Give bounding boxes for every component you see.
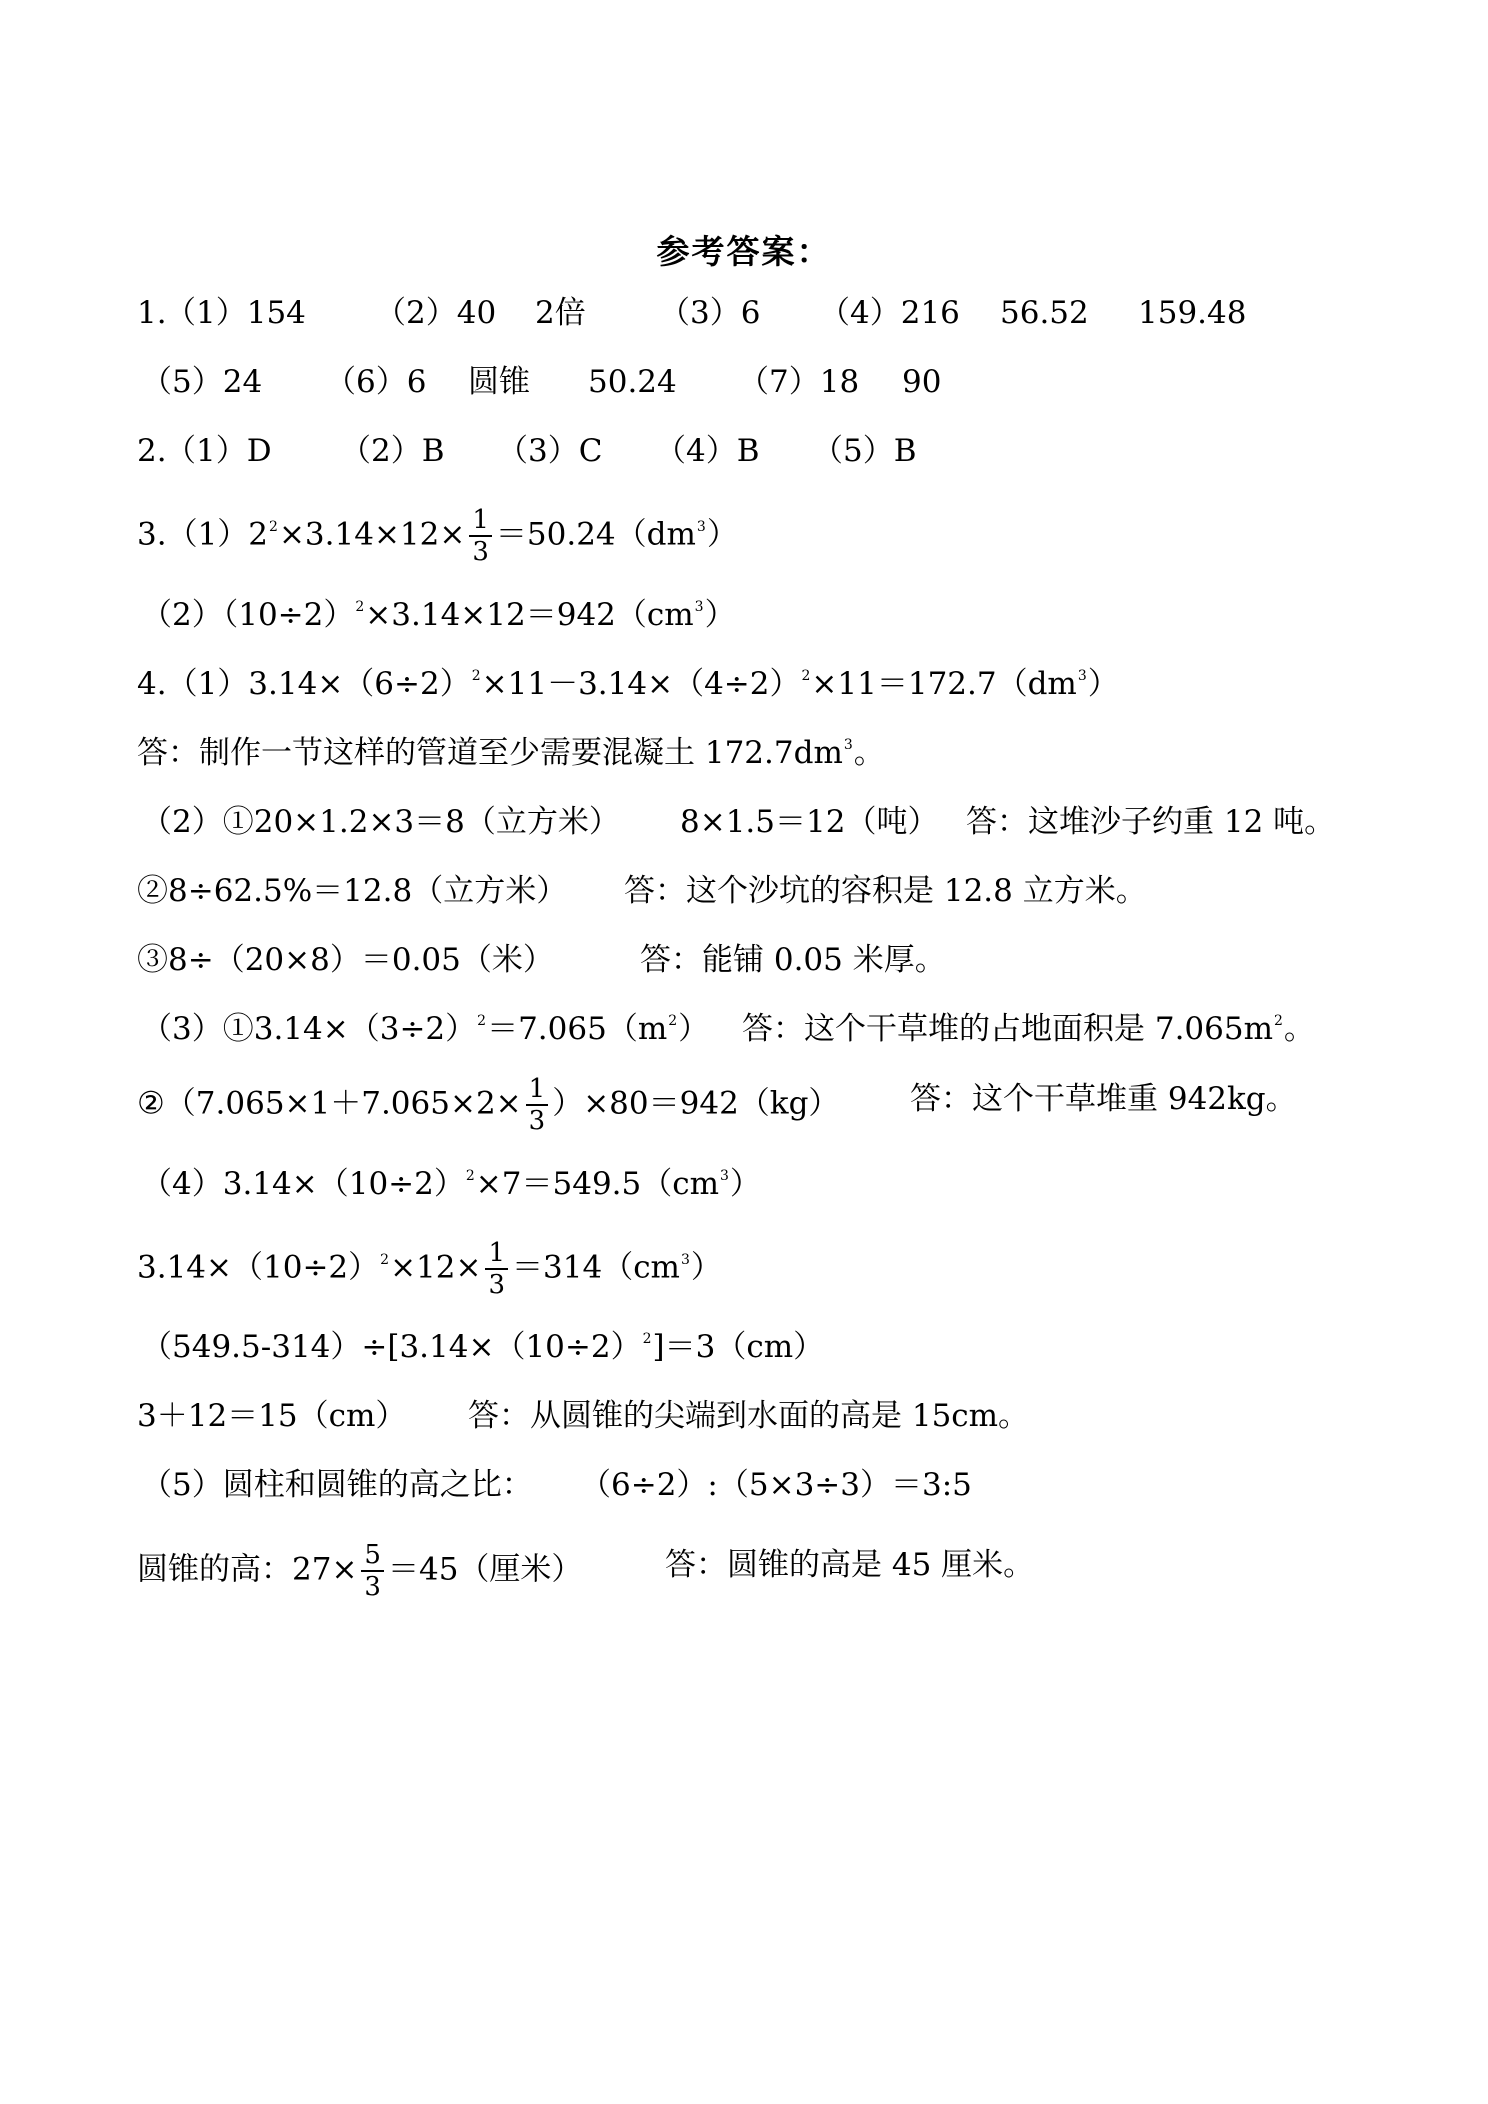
exponent: 2 xyxy=(465,1168,475,1184)
calc xyxy=(137,1074,839,1136)
text: （549.5-314）÷[3.14×（10÷2） xyxy=(141,1329,642,1365)
q1-item: 56.52 xyxy=(1000,295,1089,331)
fraction xyxy=(361,1540,384,1602)
text: 。 xyxy=(853,735,885,771)
q1-item: （5）24 xyxy=(141,364,263,400)
answer: 答：圆锥的高是 45 厘米。 xyxy=(665,1547,1035,1583)
calc xyxy=(141,1004,709,1054)
calc: ②8÷62.5%＝12.8（立方米） xyxy=(137,873,568,909)
text: ×12× xyxy=(390,1249,482,1286)
text: ×11－3.14×（4÷2） xyxy=(481,666,801,702)
text: ×3.14×12＝942（cm xyxy=(365,597,694,633)
denominator: 3 xyxy=(528,1106,546,1136)
q1-item: （6）6 xyxy=(325,364,427,400)
q3-line-2 xyxy=(141,590,736,640)
denominator: 3 xyxy=(364,1572,381,1602)
denominator: 3 xyxy=(488,1270,506,1300)
numerator: 5 xyxy=(361,1540,384,1572)
text: ＝45（厘米） xyxy=(387,1551,583,1588)
text: 3.（1）2 xyxy=(137,516,269,553)
exponent: 2 xyxy=(355,599,365,615)
exponent: 2 xyxy=(269,518,278,535)
answer: 答：能铺 0.05 米厚。 xyxy=(640,942,946,978)
q1-item: 圆锥 xyxy=(468,364,530,400)
unit-exponent: 3 xyxy=(680,1251,690,1268)
exponent: 2 xyxy=(471,668,481,684)
q2-item: （5）B xyxy=(812,433,917,469)
q1-item: （4）216 xyxy=(819,295,960,331)
q1-item: （7）18 xyxy=(738,364,860,400)
q1-item: （2）40 xyxy=(375,295,497,331)
text: 4.（1）3.14×（6÷2） xyxy=(137,666,471,702)
text: ） xyxy=(690,1249,722,1286)
text: （4）3.14×（10÷2） xyxy=(141,1166,465,1202)
unit-exponent: 3 xyxy=(1077,668,1087,684)
answer xyxy=(742,1004,1315,1054)
unit-exponent: 3 xyxy=(696,518,706,535)
q1-item: 2倍 xyxy=(535,295,586,331)
calc xyxy=(137,1540,582,1602)
exponent: 2 xyxy=(380,1251,390,1268)
q1-item: 50.24 xyxy=(588,364,677,400)
q2-item: （3）C xyxy=(497,433,603,469)
calc: ③8÷（20×8）＝0.05（米） xyxy=(137,942,554,978)
q3-line-1 xyxy=(137,505,738,567)
text: 答：这个干草堆的占地面积是 7.065m xyxy=(742,1011,1273,1047)
fraction xyxy=(526,1074,549,1136)
text: ） xyxy=(678,1011,710,1047)
q2-item: （4）B xyxy=(655,433,760,469)
text: （2）（10÷2） xyxy=(141,597,355,633)
unit-exponent: 3 xyxy=(843,737,853,753)
unit-exponent: 2 xyxy=(668,1013,678,1029)
text: 3.14×（10÷2） xyxy=(137,1249,380,1286)
text: ]＝3（cm） xyxy=(652,1329,825,1365)
text: 答：制作一节这样的管道至少需要混凝土 172.7dm xyxy=(137,735,843,771)
q1-item: （3）6 xyxy=(659,295,761,331)
page-title: 参考答案： xyxy=(656,232,832,271)
q1-item: （1）154 xyxy=(165,295,306,331)
q4-answer-1 xyxy=(137,728,885,778)
calc: 3＋12＝15（cm） xyxy=(137,1398,407,1434)
q1-item: 159.48 xyxy=(1138,295,1247,331)
text: ） xyxy=(706,516,738,553)
numerator: 1 xyxy=(485,1238,508,1270)
q4-line-1 xyxy=(137,659,1119,709)
text: ×11＝172.7（dm xyxy=(811,666,1077,702)
q4-line-4-2 xyxy=(137,1238,722,1300)
exponent: 2 xyxy=(642,1331,652,1347)
answer: 答：这个干草堆重 942kg。 xyxy=(910,1081,1297,1117)
fraction xyxy=(469,505,492,567)
q1-item: 90 xyxy=(902,364,942,400)
text: 。 xyxy=(1283,1011,1315,1047)
exponent: 2 xyxy=(801,668,811,684)
text: （5）圆柱和圆锥的高之比： xyxy=(141,1467,533,1503)
text: （3）①3.14×（3÷2） xyxy=(141,1011,477,1047)
numerator: 1 xyxy=(469,505,492,537)
text: ＝7.065（m xyxy=(487,1011,668,1047)
text: ×3.14×12× xyxy=(278,516,466,553)
fraction xyxy=(485,1238,508,1300)
unit-exponent: 2 xyxy=(1274,1013,1283,1029)
text: ×7＝549.5（cm xyxy=(475,1166,719,1202)
calc: 8×1.5＝12（吨） xyxy=(680,804,939,840)
text: 圆锥的高：27× xyxy=(137,1551,358,1588)
answer: 答：从圆锥的尖端到水面的高是 15cm。 xyxy=(468,1398,1030,1434)
text: ＝314（cm xyxy=(512,1249,680,1286)
q4-line-4-1 xyxy=(141,1159,761,1209)
text: ）×80＝942（kg） xyxy=(552,1085,840,1122)
q1-prefix: 1. xyxy=(137,295,167,331)
q4-line-4-3 xyxy=(141,1322,824,1372)
unit-exponent: 3 xyxy=(694,599,704,615)
q2-item: （1）D xyxy=(165,433,272,469)
text: ） xyxy=(704,597,736,633)
numerator: 1 xyxy=(526,1074,549,1106)
denominator: 3 xyxy=(472,537,489,567)
text: ＝50.24（dm xyxy=(495,516,696,553)
calc: （6÷2）:（5×3÷3）＝3:5 xyxy=(580,1467,972,1503)
answer: 答：这个沙坑的容积是 12.8 立方米。 xyxy=(624,873,1147,909)
exponent: 2 xyxy=(477,1013,487,1029)
text: ②（7.065×1＋7.065×2× xyxy=(137,1085,522,1122)
answer: 答：这堆沙子约重 12 吨。 xyxy=(966,804,1336,840)
q2-prefix: 2. xyxy=(137,433,167,469)
text: ） xyxy=(729,1166,761,1202)
text: ） xyxy=(1087,666,1119,702)
unit-exponent: 3 xyxy=(720,1168,729,1184)
q2-item: （2）B xyxy=(340,433,445,469)
calc: （2）①20×1.2×3＝8（立方米） xyxy=(141,804,620,840)
